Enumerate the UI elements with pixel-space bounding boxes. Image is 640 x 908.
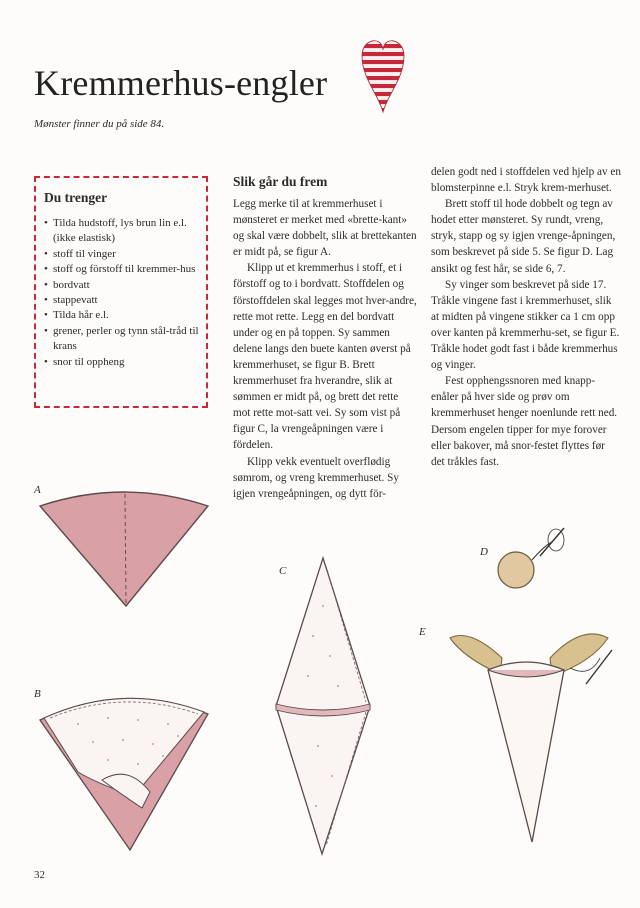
paragraph: Brett stoff til hode dobbelt og tegn av hodet etter mønsteret. Sy rundt, vreng, stryk, stapp og sy igjen vrenge-åpningen, som beskrevet på side 5. Se figur D. Lag ansikt og fest hår, se side 6, 7. [431, 198, 616, 275]
list-item: • Tilda hår e.l. [44, 308, 206, 323]
pattern-reference: Mønster finner du på side 84. [34, 118, 165, 130]
figure-c-folded-cone [268, 556, 378, 856]
materials-heading: Du trenger [44, 190, 108, 205]
heart-icon [360, 36, 406, 114]
page-title: Kremmerhus-engler [34, 63, 328, 103]
list-item: • bordvatt [44, 278, 206, 293]
figure-label-e: E [419, 626, 426, 638]
list-item: • grener, perler og tynn stål-tråd til krans [44, 324, 206, 355]
figure-label-d: D [480, 546, 488, 558]
figure-b-sewn-layers [38, 684, 210, 856]
figure-a-cone-pattern [38, 488, 210, 608]
list-item: • stappevatt [44, 293, 206, 308]
paragraph: delen godt ned i stoffdelen ved hjelp av en blomsterpinne e.l. Stryk krem-merhuset. [431, 166, 621, 195]
list-item: • snor til oppheng [44, 355, 206, 370]
paragraph: Legg merke til at kremmerhuset i mønsteret er merket med «brette-kant» og skal være dobbelt, slik at brettekanten er midt på, se figur A. [233, 198, 417, 259]
page-number: 32 [34, 869, 45, 881]
paragraph: Fest opphengssnoren med knapp-enåler på hver side og prøv om kremmerhuset henger noenlunde rett ned. Dersom engelen tipper for mye forover eller bakover, må snor-festet flyttes før det tråkles fast. [431, 375, 618, 468]
paragraph: Klipp ut et kremmerhus i stoff, et i förstoff og to i bordvatt. Stoffdelen og förstoffdelen skal legges mot hver-andre, rette mot rette. Legg en del bordvatt under og en på toppen. Sy sammen delene langs den buete kanten øverst på kremmerhuset, se figur B. Brett kremmerhuset fra hverandre, slik at sømmen er midt på, og brett det rette mot rette mot-satt vei. Sy som vist på figur C, la vrengeåpningen være i fördelen. [233, 262, 417, 452]
instructions-column-2 [431, 164, 621, 470]
figure-d-head [492, 524, 572, 594]
paragraph: Klipp vekk eventuelt overflødig sømrom, og vreng kremmerhuset. Sy igjen vrengeåpningen, og dytt för- [233, 455, 399, 500]
figure-label-b: B [34, 688, 41, 700]
figure-e-assembled-angel [440, 598, 620, 846]
figure-label-c: C [279, 565, 287, 577]
materials-box [34, 176, 208, 408]
paragraph: Sy vinger som beskrevet på side 17. Tråkle vingene fast i kremmerhuset, slik at midten på vingene stikker ca 1 cm opp over kanten på kremmerhu-set, se figur E. Tråkle hodet godt fast i både kremmerhus og vinger. [431, 278, 620, 372]
instructions-heading: Slik går du frem [233, 174, 328, 189]
list-item: • stoff og förstoff til kremmer-hus [44, 262, 206, 277]
instructions-column-1 [233, 196, 418, 502]
figure-label-a: A [34, 484, 41, 496]
list-item: • Tilda hudstoff, lys brun lin e.l. (ikke elastisk) [44, 216, 206, 247]
materials-list [44, 216, 206, 370]
list-item: • stoff til vinger [44, 247, 206, 262]
